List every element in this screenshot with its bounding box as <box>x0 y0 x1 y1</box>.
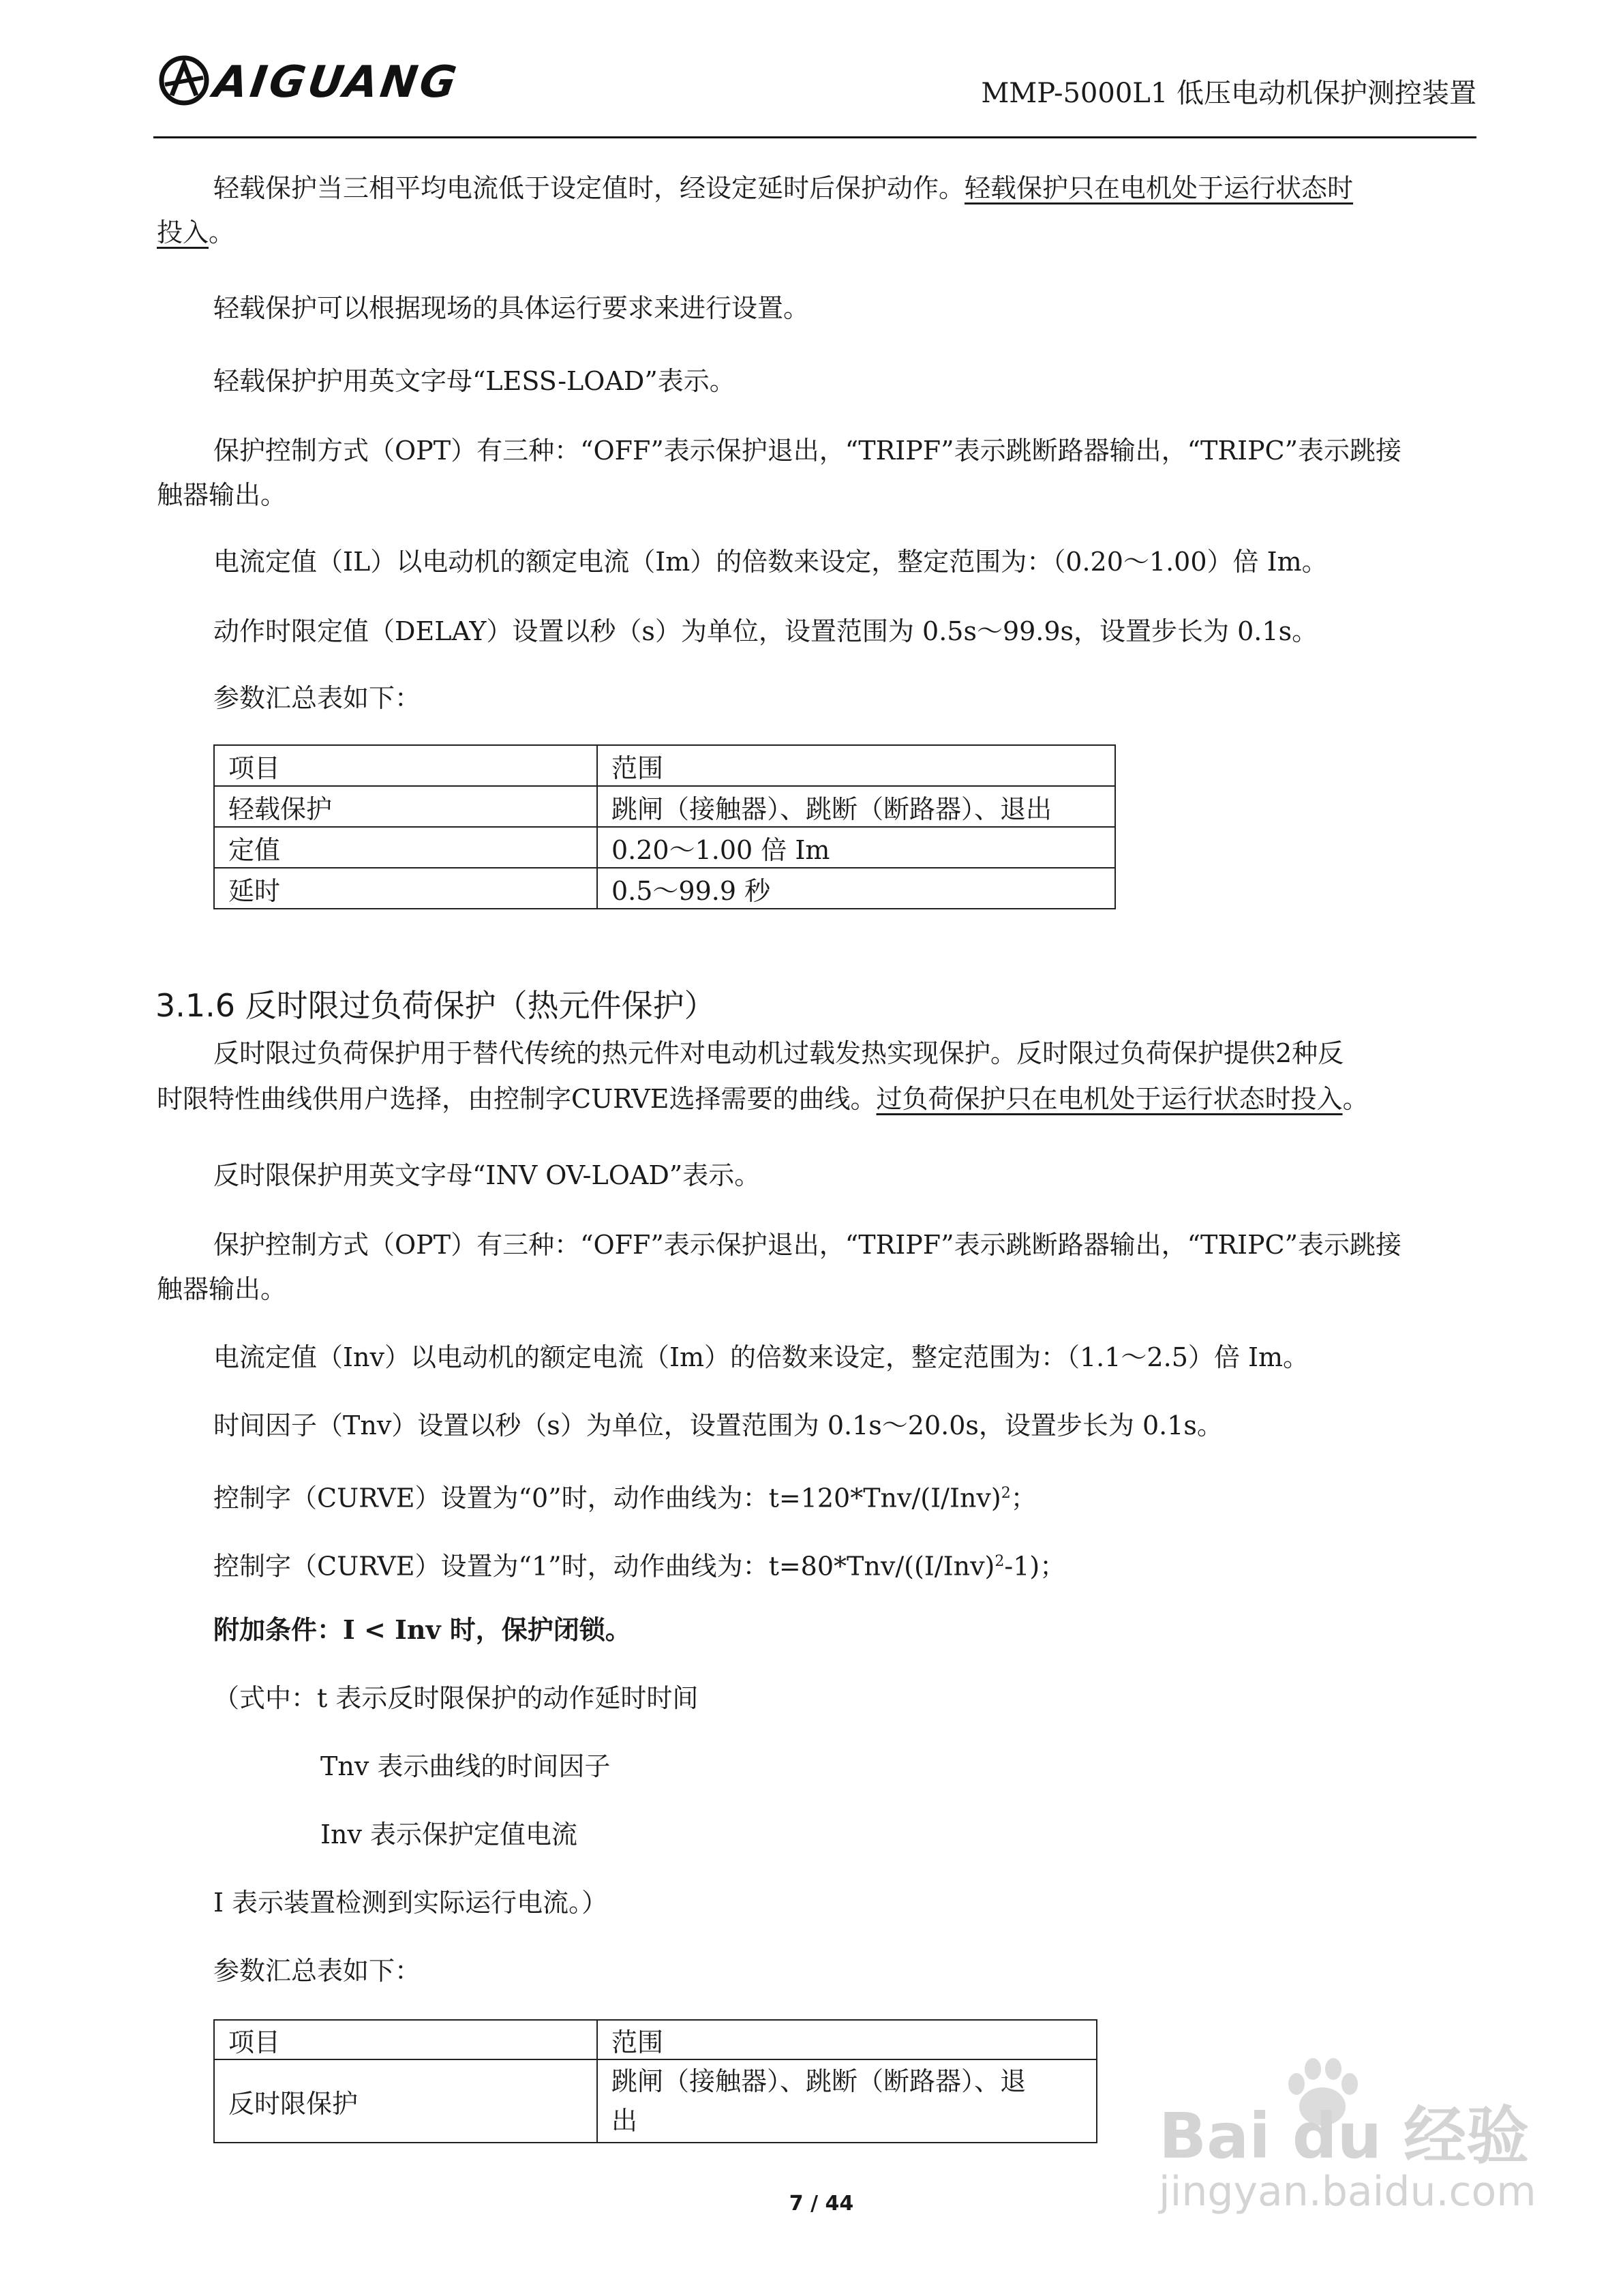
paragraph-inverse-1a: 反时限过负荷保护用于替代传统的热元件对电动机过载发热实现保护。反时限过负荷保护提供2种反 <box>213 1038 1344 1068</box>
formula-legend-inv: Inv 表示保护定值电流 <box>320 1819 578 1849</box>
table-cell: 0.5～99.9 秒 <box>597 868 1115 909</box>
table-header-row <box>214 2020 1097 2059</box>
paragraph-light-load-4a: 保护控制方式（OPT）有三种：“OFF”表示保护退出，“TRIPF”表示跳断路器输出，“TRIPC”表示跳接 <box>213 436 1402 466</box>
paragraph-inverse-1b: 时限特性曲线供用户选择，由控制字CURVE选择需要的曲线。过负荷保护只在电机处于运行状态时投入。 <box>157 1084 1369 1114</box>
table-cell: 轻载保护 <box>214 786 597 827</box>
paragraph-light-load-1a: 轻载保护当三相平均电流低于设定值时，经设定延时后保护动作。轻载保护只在电机处于运行状态时 <box>213 173 1354 203</box>
paragraph-light-load-6: 动作时限定值（DELAY）设置以秒（s）为单位，设置范围为 0.5s～99.9s，设置步长为 0.1s。 <box>213 616 1318 646</box>
formula-curve-1: 控制字（CURVE）设置为“1”时，动作曲线为：$t=80*Tnv/((I/Inv)^2-1)$； <box>213 1551 1066 1582</box>
inverse-param-table <box>213 2019 1097 2143</box>
formula-legend-i: I 表示装置检测到实际运行电流。） <box>213 1888 608 1918</box>
watermark-url: jingyan.baidu.com <box>1159 2168 1536 2216</box>
table-cell: 0.20～1.00 倍 Im <box>597 827 1115 868</box>
formula-legend-t: （式中：t 表示反时限保护的动作延时时间 <box>213 1683 699 1713</box>
table-header-cell: 范围 <box>597 745 1115 786</box>
table-cell-line: 出 <box>611 2106 638 2136</box>
header-divider <box>153 136 1476 138</box>
watermark-brand: Bai du 经验 <box>1159 2100 1530 2173</box>
paragraph-inverse-3a: 保护控制方式（OPT）有三种：“OFF”表示保护退出，“TRIPF”表示跳断路器输出，“TRIPC”表示跳接 <box>213 1230 1402 1260</box>
table-header-cell: 范围 <box>597 2020 1097 2059</box>
table-header-cell: 项目 <box>214 745 597 786</box>
paragraph-light-load-3: 轻载保护护用英文字母“LESS-LOAD”表示。 <box>213 366 735 396</box>
table-cell-line: 跳闸（接触器）、跳断（断路器）、退 <box>611 2066 1027 2096</box>
paragraph-light-load-5: 电流定值（IL）以电动机的额定电流（Im）的倍数来设定，整定范围为：（0.20～1.00）倍 Im。 <box>213 547 1328 577</box>
table-row <box>214 868 1115 909</box>
additional-condition: 附加条件：I < Inv 时，保护闭锁。 <box>213 1614 631 1645</box>
paragraph-inverse-4: 电流定值（Inv）以电动机的额定电流（Im）的倍数来设定，整定范围为：（1.1～2.5）倍 Im。 <box>213 1342 1309 1372</box>
paragraph-light-load-1b: 投入。 <box>157 217 235 247</box>
paragraph-inverse-3b: 触器输出。 <box>157 1274 287 1304</box>
document-title: MMP-5000L1 低压电动机保护测控装置 <box>981 78 1476 109</box>
company-logo <box>158 53 465 112</box>
paragraph-light-load-7: 参数汇总表如下： <box>213 683 421 713</box>
table-cell <box>597 2059 1097 2143</box>
table-cell: 反时限保护 <box>214 2059 597 2143</box>
paragraph-light-load-4b: 触器输出。 <box>157 480 287 510</box>
logo-wordmark: AIGUANG <box>210 57 462 108</box>
paragraph-inverse-summary: 参数汇总表如下： <box>213 1956 421 1986</box>
logo-emblem-icon <box>158 55 210 106</box>
paragraph-light-load-2: 轻载保护可以根据现场的具体运行要求来进行设置。 <box>213 293 810 323</box>
section-heading-3-1-6: 3.1.6 反时限过负荷保护（热元件保护） <box>155 987 716 1024</box>
table-row <box>214 827 1115 868</box>
table-cell: 跳闸（接触器）、跳断（断路器）、退出 <box>597 786 1115 827</box>
table-row <box>214 786 1115 827</box>
table-header-cell: 项目 <box>214 2020 597 2059</box>
table-cell: 延时 <box>214 868 597 909</box>
paragraph-inverse-2: 反时限保护用英文字母“INV OV-LOAD”表示。 <box>213 1160 761 1190</box>
formula-legend-tnv: Tnv 表示曲线的时间因子 <box>320 1751 611 1781</box>
paragraph-inverse-5: 时间因子（Tnv）设置以秒（s）为单位，设置范围为 0.1s～20.0s，设置步长为 0.1s。 <box>213 1410 1223 1440</box>
light-load-param-table <box>213 744 1116 909</box>
table-row <box>214 2059 1097 2143</box>
formula-curve-0: 控制字（CURVE）设置为“0”时，动作曲线为：$t=120*Tnv/(I/Inv)^2$； <box>213 1483 1037 1513</box>
table-header-row <box>214 745 1115 786</box>
page-number: 7 / 44 <box>789 2192 854 2216</box>
table-cell: 定值 <box>214 827 597 868</box>
